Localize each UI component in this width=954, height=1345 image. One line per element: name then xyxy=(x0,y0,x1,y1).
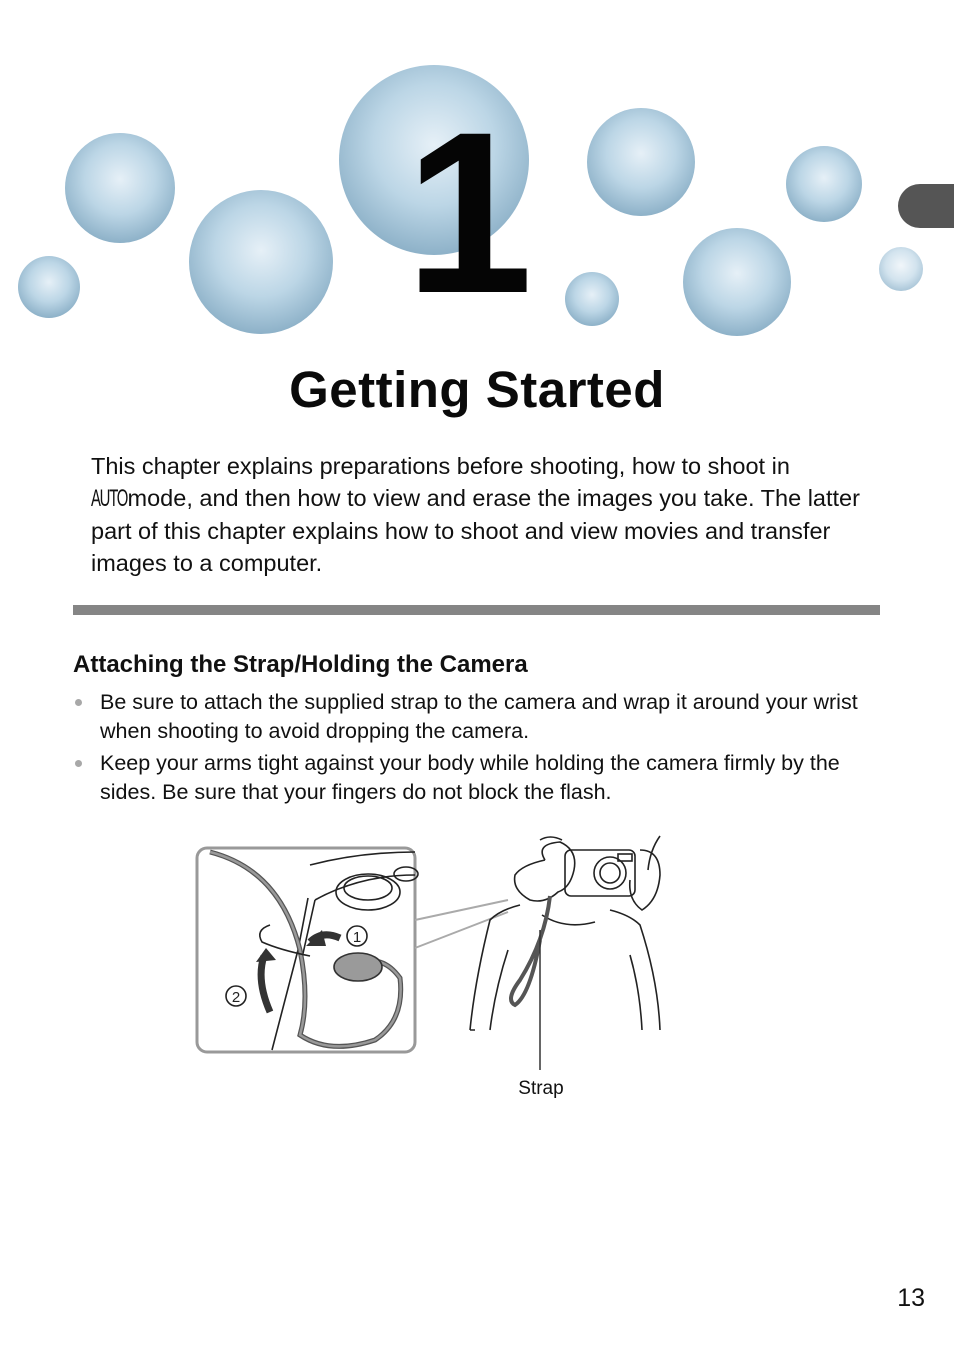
wrist-strap-drawing xyxy=(511,896,550,1005)
chapter-number: 1 xyxy=(405,84,525,341)
bubble xyxy=(65,133,175,243)
strap-label: Strap xyxy=(518,1078,564,1099)
bubble xyxy=(879,247,923,291)
bubble xyxy=(786,146,862,222)
arrow-2-icon xyxy=(261,956,270,1012)
auto-mode-icon: AUTO xyxy=(91,485,128,512)
bullet-list xyxy=(73,688,883,810)
bullet-icon xyxy=(75,699,82,706)
hands-drawing xyxy=(515,842,660,910)
section-heading: Attaching the Strap/Holding the Camera xyxy=(73,651,528,678)
intro-text-end: mode, and then how to view and erase the images you take. The latter part of this chapter explains how to shoot and view movies and transfer images to a computer. xyxy=(91,485,860,576)
chapter-tab xyxy=(898,184,954,228)
list-item xyxy=(73,688,883,746)
intro-paragraph xyxy=(91,450,881,579)
bullet-text: Keep your arms tight against your body while holding the camera firmly by the sides. Be sure that your fingers do not block the flash. xyxy=(100,751,840,804)
bullet-icon xyxy=(75,760,82,767)
bullet-text: Be sure to attach the supplied strap to the camera and wrap it around your wrist when shooting to avoid dropping the camera. xyxy=(100,690,858,743)
bubble xyxy=(189,190,333,334)
bubble xyxy=(565,272,619,326)
list-item xyxy=(73,749,883,807)
strap-cord-drawing xyxy=(210,852,401,1046)
strap-illustration xyxy=(190,830,750,1070)
page-number: 13 xyxy=(897,1284,925,1312)
bubble xyxy=(587,108,695,216)
step-1-number: 1 xyxy=(352,929,362,946)
intro-text-start: This chapter explains preparations before shooting, how to shoot in xyxy=(91,453,790,479)
section-divider xyxy=(73,605,880,615)
chapter-title: Getting Started xyxy=(289,361,665,418)
step-2-number: 2 xyxy=(231,989,241,1006)
bubble xyxy=(683,228,791,336)
inset-connector xyxy=(415,900,508,948)
bubble xyxy=(18,256,80,318)
strap-clip-drawing xyxy=(334,953,382,981)
